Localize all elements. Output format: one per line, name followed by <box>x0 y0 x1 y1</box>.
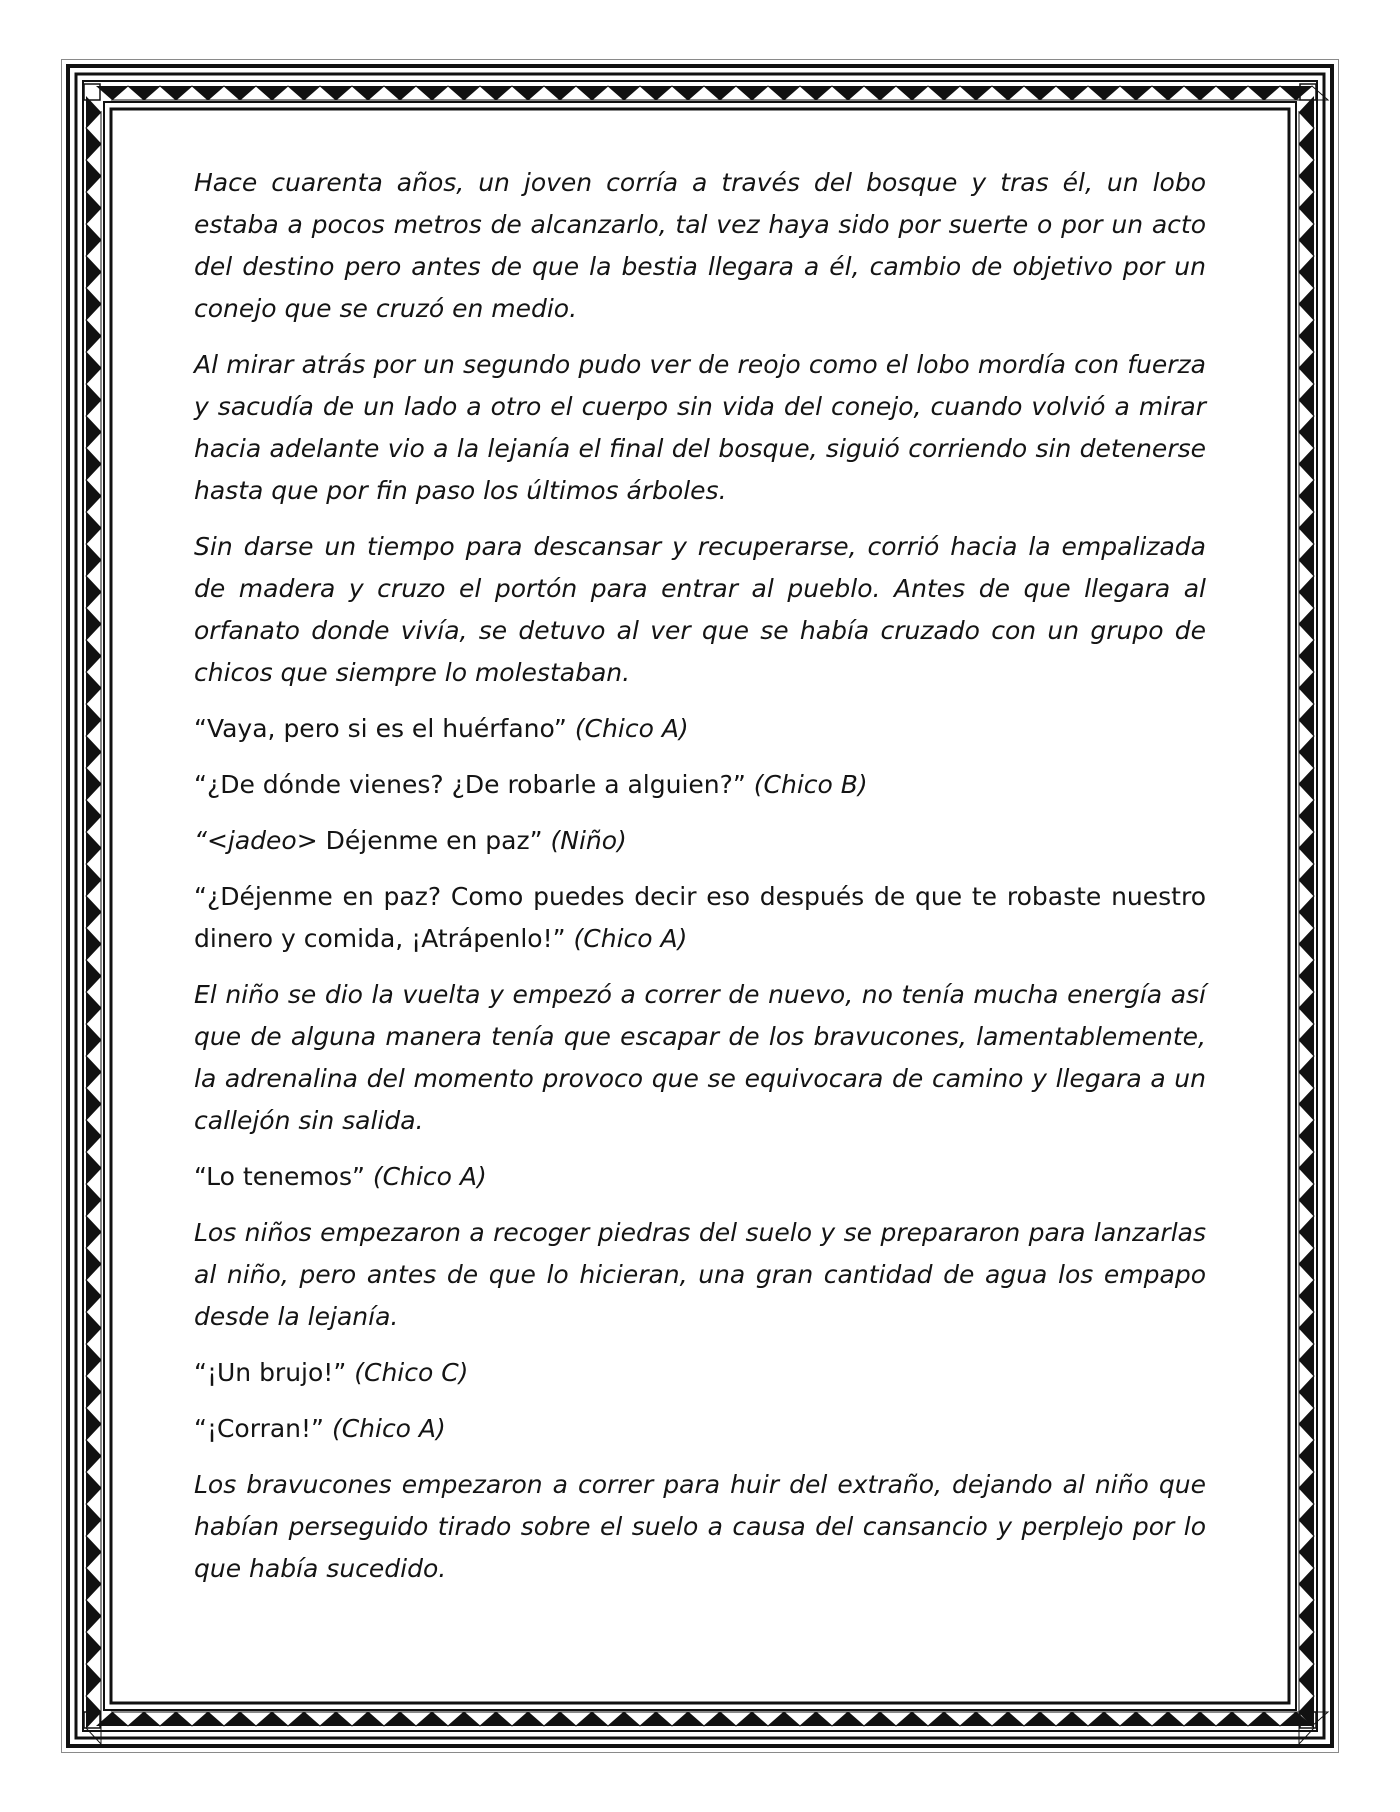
border-triangle <box>864 86 896 100</box>
border-triangle <box>768 1712 800 1726</box>
dialogue-speaker: (Chico A) <box>331 1414 446 1443</box>
dialogue-speaker: (Chico A) <box>574 714 689 743</box>
border-triangle <box>1299 1088 1314 1120</box>
dialogue-speaker: (Chico C) <box>354 1358 469 1387</box>
border-triangle <box>1299 1664 1314 1696</box>
border-triangle <box>1299 1536 1314 1568</box>
border-triangle <box>832 1712 864 1726</box>
dialogue-line-5 <box>194 1156 1206 1198</box>
dialogue-line-1 <box>194 708 1206 750</box>
border-triangle <box>1299 1120 1314 1152</box>
border-triangle <box>352 86 384 100</box>
border-triangle <box>640 86 672 100</box>
border-triangle <box>1299 1216 1314 1248</box>
border-triangle <box>1299 960 1314 992</box>
dialogue-line-3 <box>194 820 1206 862</box>
border-triangle <box>1299 992 1314 1024</box>
border-triangle <box>704 86 736 100</box>
border-triangle <box>86 704 101 736</box>
border-triangle <box>1299 1440 1314 1472</box>
border-triangle <box>768 86 800 100</box>
border-triangle <box>224 1712 256 1726</box>
border-triangle <box>448 86 480 100</box>
border-triangle <box>86 1056 101 1088</box>
border-triangle <box>544 86 576 100</box>
border-triangle <box>86 1280 101 1312</box>
border-triangle <box>448 1712 480 1726</box>
border-triangle <box>86 544 101 576</box>
border-triangle <box>1056 86 1088 100</box>
border-triangle <box>128 1712 160 1726</box>
border-triangle <box>86 1088 101 1120</box>
border-triangle <box>86 1504 101 1536</box>
border-triangle <box>86 1152 101 1184</box>
border-triangle <box>1299 736 1314 768</box>
border-triangle <box>608 1712 640 1726</box>
border-triangle <box>1299 640 1314 672</box>
border-triangle <box>736 86 768 100</box>
border-triangle <box>1088 86 1120 100</box>
dialogue-line-4 <box>194 876 1206 960</box>
dialogue-quote: “¡Corran!” <box>194 1414 324 1443</box>
border-triangle <box>544 1712 576 1726</box>
border-triangle <box>1299 1600 1314 1632</box>
border-triangle <box>1299 768 1314 800</box>
border-triangle <box>86 736 101 768</box>
border-triangle <box>960 86 992 100</box>
border-triangle <box>1299 352 1314 384</box>
border-triangle <box>1299 160 1314 192</box>
border-triangle <box>86 384 101 416</box>
border-triangle <box>1184 86 1216 100</box>
border-triangle <box>1299 96 1314 128</box>
dialogue-action: “<jadeo> <box>194 826 318 855</box>
border-triangle <box>896 1712 928 1726</box>
border-triangle <box>86 288 101 320</box>
border-triangle <box>288 86 320 100</box>
border-triangle <box>86 160 101 192</box>
border-triangle <box>86 192 101 224</box>
border-triangle <box>1120 86 1152 100</box>
narration-paragraph-6: Los bravucones empezaron a correr para huir del extraño, dejando al niño que habían perseguido tirado sobre el suelo a causa del cansancio y perplejo por lo que había sucedido. <box>194 1470 1206 1583</box>
border-triangle <box>1299 800 1314 832</box>
border-triangle <box>86 800 101 832</box>
border-triangle <box>1299 1248 1314 1280</box>
border-triangle <box>86 96 101 128</box>
dialogue-quote: “¡Un brujo!” <box>194 1358 347 1387</box>
border-triangle <box>128 86 160 100</box>
border-triangle <box>896 86 928 100</box>
narration-paragraph-3: Sin darse un tiempo para descansar y recuperarse, corrió hacia la empalizada de madera y cruzo el portón para entrar al pueblo. Antes de que llegara al orfanato donde vivía, se detuvo al ver que se había cruzado con un grupo de chicos que siempre lo molestaban. <box>194 532 1206 687</box>
border-triangle <box>928 1712 960 1726</box>
border-triangle <box>256 86 288 100</box>
border-triangle <box>1299 320 1314 352</box>
border-triangle <box>86 448 101 480</box>
border-triangle <box>86 576 101 608</box>
border-triangle <box>1299 1472 1314 1504</box>
border-triangle <box>928 86 960 100</box>
border-triangle <box>86 512 101 544</box>
border-triangle <box>1299 192 1314 224</box>
border-triangle <box>1299 288 1314 320</box>
border-triangle <box>1216 1712 1248 1726</box>
border-triangle <box>1299 832 1314 864</box>
border-triangle <box>86 256 101 288</box>
border-triangle <box>1152 1712 1184 1726</box>
border-triangle <box>1152 86 1184 100</box>
border-triangle <box>1248 1712 1280 1726</box>
border-triangle <box>86 608 101 640</box>
border-triangle <box>86 1024 101 1056</box>
border-triangle <box>96 86 128 100</box>
border-triangle <box>1299 1312 1314 1344</box>
border-triangle <box>1299 1344 1314 1376</box>
border-triangle <box>1024 1712 1056 1726</box>
dialogue-quote: “¿Déjenme en paz? Como puedes decir eso después de que te robaste nuestro dinero y comida, ¡Atrápenlo!” <box>194 882 1206 953</box>
border-triangle <box>1299 1568 1314 1600</box>
border-triangle <box>86 416 101 448</box>
border-triangle <box>256 1712 288 1726</box>
border-triangle <box>1299 576 1314 608</box>
border-triangle <box>576 1712 608 1726</box>
border-triangle <box>800 86 832 100</box>
border-triangle <box>1216 86 1248 100</box>
border-triangle <box>672 86 704 100</box>
border-triangle <box>86 128 101 160</box>
border-triangle <box>86 224 101 256</box>
border-triangle <box>1299 1504 1314 1536</box>
border-triangle <box>224 86 256 100</box>
border-triangle <box>1299 1632 1314 1664</box>
dialogue-speaker: (Chico A) <box>372 1162 487 1191</box>
border-triangle <box>86 992 101 1024</box>
border-triangle <box>608 86 640 100</box>
border-triangle <box>86 1344 101 1376</box>
border-triangle <box>800 1712 832 1726</box>
border-triangle <box>640 1712 672 1726</box>
border-triangle <box>384 1712 416 1726</box>
border-triangle <box>86 928 101 960</box>
border-triangle <box>576 86 608 100</box>
border-triangle <box>86 352 101 384</box>
border-triangle <box>672 1712 704 1726</box>
border-triangle <box>416 86 448 100</box>
border-triangle <box>480 86 512 100</box>
border-triangle <box>1299 1024 1314 1056</box>
border-triangle <box>512 1712 544 1726</box>
dialogue-quote: “Lo tenemos” <box>194 1162 365 1191</box>
border-triangle <box>86 640 101 672</box>
border-triangle <box>416 1712 448 1726</box>
border-triangle <box>86 1472 101 1504</box>
border-triangle <box>736 1712 768 1726</box>
narration-paragraph-5: Los niños empezaron a recoger piedras del suelo y se prepararon para lanzarlas al niño, pero antes de que lo hicieran, una gran cantidad de agua los empapo desde la lejanía. <box>194 1218 1206 1331</box>
border-triangle <box>86 832 101 864</box>
border-triangle <box>192 1712 224 1726</box>
border-triangle <box>1299 1376 1314 1408</box>
narration-paragraph-4: El niño se dio la vuelta y empezó a correr de nuevo, no tenía mucha energía así que de alguna manera tenía que escapar de los bravucones, lamentablemente, la adrenalina del momento provoco que se equivocara de camino y llegara a un callejón sin salida. <box>194 980 1206 1135</box>
border-triangle <box>86 1216 101 1248</box>
border-triangle <box>352 1712 384 1726</box>
border-triangle <box>1120 1712 1152 1726</box>
border-triangle <box>1088 1712 1120 1726</box>
border-triangle <box>1056 1712 1088 1726</box>
border-triangle <box>384 86 416 100</box>
border-triangle <box>86 768 101 800</box>
border-triangle <box>1299 1184 1314 1216</box>
border-triangle <box>1248 86 1280 100</box>
border-triangle <box>1024 86 1056 100</box>
border-triangle <box>1299 480 1314 512</box>
border-triangle <box>512 86 544 100</box>
border-triangle <box>86 960 101 992</box>
border-triangle <box>86 896 101 928</box>
border-triangle <box>1299 448 1314 480</box>
border-triangle <box>864 1712 896 1726</box>
dialogue-quote: “Vaya, pero si es el huérfano” <box>194 714 567 743</box>
border-triangle <box>1184 1712 1216 1726</box>
border-triangle <box>480 1712 512 1726</box>
border-triangle <box>1299 512 1314 544</box>
border-triangle <box>320 86 352 100</box>
border-triangle <box>832 86 864 100</box>
border-triangle <box>1299 1152 1314 1184</box>
border-triangle <box>86 1312 101 1344</box>
border-triangle <box>1299 1280 1314 1312</box>
border-triangle <box>86 1408 101 1440</box>
story-text <box>194 162 1206 1604</box>
dialogue-speaker: (Chico B) <box>753 770 868 799</box>
border-triangle <box>1299 416 1314 448</box>
dialogue-speaker: (Chico A) <box>573 924 688 953</box>
border-triangle <box>86 1248 101 1280</box>
border-triangle <box>1299 864 1314 896</box>
border-triangle <box>288 1712 320 1726</box>
narration-paragraph-2: Al mirar atrás por un segundo pudo ver de reojo como el lobo mordía con fuerza y sacudía de un lado a otro el cuerpo sin vida del conejo, cuando volvió a mirar hacia adelante vio a la lejanía el final del bosque, siguió corriendo sin detenerse hasta que por fin paso los últimos árboles. <box>194 350 1206 505</box>
border-triangle <box>86 1568 101 1600</box>
border-triangle <box>1299 1056 1314 1088</box>
border-triangle <box>86 1664 101 1696</box>
border-triangle <box>86 1376 101 1408</box>
border-triangle <box>86 1120 101 1152</box>
border-triangle <box>86 672 101 704</box>
border-triangle <box>320 1712 352 1726</box>
dialogue-quote: “¿De dónde vienes? ¿De robarle a alguien?” <box>194 770 746 799</box>
border-triangle <box>86 1536 101 1568</box>
border-triangle <box>86 1632 101 1664</box>
border-triangle <box>86 1440 101 1472</box>
border-triangle <box>86 864 101 896</box>
border-triangle <box>1299 928 1314 960</box>
border-triangle <box>1299 256 1314 288</box>
border-triangle <box>86 1184 101 1216</box>
border-triangle <box>192 86 224 100</box>
border-triangle <box>992 1712 1024 1726</box>
border-triangle <box>1299 384 1314 416</box>
dialogue-line-7 <box>194 1408 1206 1450</box>
dialogue-line-6 <box>194 1352 1206 1394</box>
border-triangle <box>160 86 192 100</box>
border-triangle <box>1299 672 1314 704</box>
border-triangle <box>1299 704 1314 736</box>
dialogue-speaker: (Niño) <box>550 826 627 855</box>
border-triangle <box>1299 608 1314 640</box>
dialogue-line-2 <box>194 764 1206 806</box>
border-triangle <box>1299 128 1314 160</box>
border-triangle <box>960 1712 992 1726</box>
border-triangle <box>992 86 1024 100</box>
border-triangle <box>160 1712 192 1726</box>
narration-paragraph-1: Hace cuarenta años, un joven corría a través del bosque y tras él, un lobo estaba a pocos metros de alcanzarlo, tal vez haya sido por suerte o por un acto del destino pero antes de que la bestia llegara a él, cambio de objetivo por un conejo que se cruzó en medio. <box>194 168 1206 323</box>
border-triangle <box>1299 896 1314 928</box>
border-triangle <box>86 480 101 512</box>
border-triangle <box>1299 224 1314 256</box>
dialogue-quote: Déjenme en paz” <box>317 826 543 855</box>
border-triangle <box>86 1600 101 1632</box>
border-triangle <box>86 320 101 352</box>
border-triangle <box>704 1712 736 1726</box>
border-triangle <box>1299 1408 1314 1440</box>
border-triangle <box>1299 544 1314 576</box>
